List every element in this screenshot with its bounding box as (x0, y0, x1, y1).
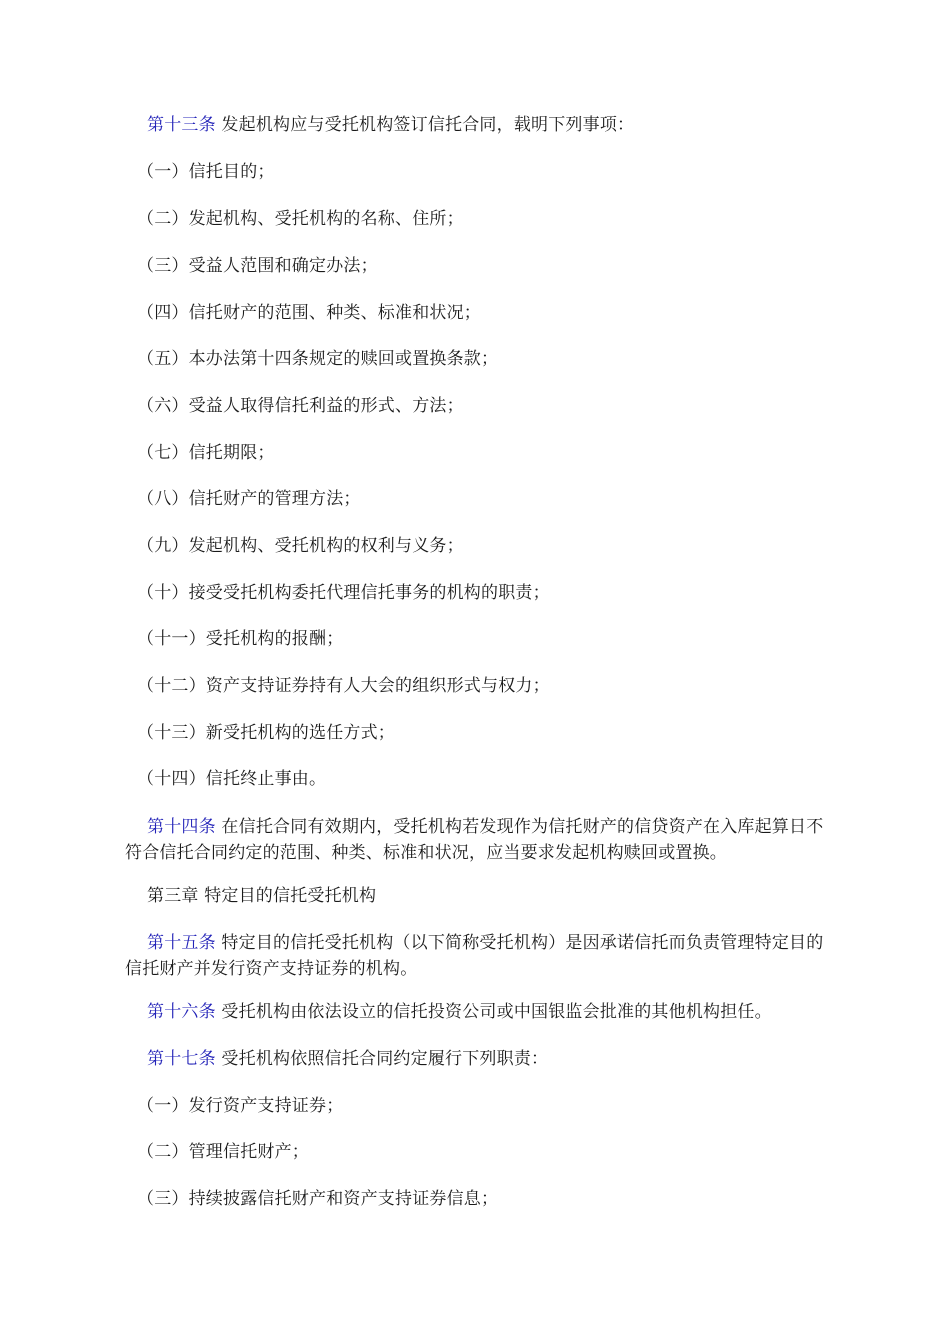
article-13-item-11: （十一）受托机构的报酬； (137, 629, 344, 649)
article-13-item-4: （四）信托财产的范围、种类、标准和状况； (137, 303, 481, 323)
article-14 (125, 814, 825, 866)
article-13-item-5: （五）本办法第十四条规定的赎回或置换条款； (137, 349, 499, 369)
article-16-text: 受托机构由依法设立的信托投资公司或中国银监会批准的其他机构担任。 (221, 1002, 772, 1022)
article-17 (147, 1045, 548, 1073)
article-16-label: 第十六条 (147, 1002, 216, 1022)
article-13-text: 发起机构应与受托机构签订信托合同，载明下列事项： (221, 115, 635, 135)
article-17-item-3: （三）持续披露信托财产和资产支持证券信息； (137, 1189, 499, 1209)
article-15-text: 特定目的信托受托机构（以下简称受托机构）是因承诺信托而负责管理特定目的信托财产并发行资产支持证券的机构。 (125, 933, 824, 979)
article-13-item-8: （八）信托财产的管理方法； (137, 489, 361, 509)
article-13-item-6: （六）受益人取得信托利益的形式、方法； (137, 396, 464, 416)
article-17-text: 受托机构依照信托合同约定履行下列职责： (221, 1049, 549, 1069)
article-13-item-1: （一）信托目的； (137, 162, 275, 182)
article-13-item-10: （十）接受受托机构委托代理信托事务的机构的职责； (137, 583, 550, 603)
article-13-item-12: （十二）资产支持证券持有人大会的组织形式与权力； (137, 676, 550, 696)
article-15 (125, 930, 825, 982)
article-17-item-2: （二）管理信托财产； (137, 1142, 309, 1162)
article-16 (147, 998, 772, 1026)
article-17-item-1: （一）发行资产支持证券； (137, 1096, 344, 1116)
chapter-heading: 第三章 特定目的信托受托机构 (147, 886, 377, 906)
article-14-text: 在信托合同有效期内，受托机构若发现作为信托财产的信贷资产在入库起算日不符合信托合同约定的范围、种类、标准和状况，应当要求发起机构赎回或置换。 (125, 817, 824, 863)
article-13 (147, 111, 634, 139)
article-17-label: 第十七条 (147, 1049, 216, 1069)
article-13-item-7: （七）信托期限； (137, 443, 275, 463)
article-14-label: 第十四条 (147, 817, 216, 837)
article-13-item-13: （十三）新受托机构的选任方式； (137, 723, 395, 743)
article-13-item-3: （三）受益人范围和确定办法； (137, 256, 378, 276)
article-13-item-9: （九）发起机构、受托机构的权利与义务； (137, 536, 464, 556)
article-13-item-14: （十四）信托终止事由。 (137, 769, 327, 789)
article-13-item-2: （二）发起机构、受托机构的名称、住所； (137, 209, 464, 229)
article-15-label: 第十五条 (147, 933, 216, 953)
article-13-label: 第十三条 (147, 115, 216, 135)
